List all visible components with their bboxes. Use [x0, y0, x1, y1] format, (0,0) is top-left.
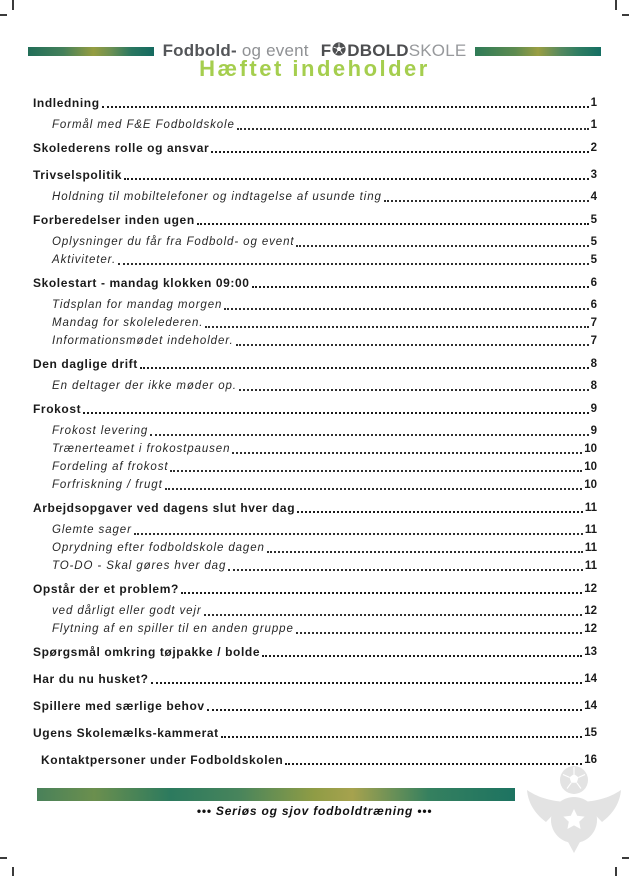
dotted-leader — [204, 614, 583, 616]
crop-mark — [12, 867, 14, 876]
toc-entry-label: Trivselspolitik — [33, 168, 123, 182]
dotted-leader — [296, 632, 582, 634]
dotted-leader — [102, 106, 589, 108]
toc-entry-page: 12 — [584, 583, 597, 595]
toc-entry-page: 12 — [584, 605, 597, 617]
dotted-leader — [236, 344, 589, 346]
toc-entry-label: Frokost levering — [52, 425, 149, 437]
toc-entry-label: Fordeling af frokost — [52, 461, 169, 473]
toc-entry[interactable] — [33, 356, 597, 372]
toc-entry-label: Skolederens rolle og ansvar — [33, 141, 210, 155]
brand-skole: SKOLE — [408, 41, 467, 60]
toc-entry-page: 1 — [590, 97, 597, 109]
toc-entry[interactable] — [33, 189, 597, 205]
toc-entry-label: Spillere med særlige behov — [33, 699, 205, 713]
toc-entry-page: 13 — [584, 646, 597, 658]
brand-f: F — [320, 41, 332, 60]
toc-entry-page: 7 — [590, 335, 597, 347]
toc-entry[interactable] — [33, 459, 597, 475]
gradient-bar-right — [475, 47, 601, 56]
toc-entry[interactable] — [33, 603, 597, 619]
toc-entry[interactable] — [33, 252, 597, 268]
toc-entry[interactable] — [33, 477, 597, 493]
toc-entry-label: Glemte sager — [52, 524, 132, 536]
dotted-leader — [150, 434, 588, 436]
dotted-leader — [83, 412, 588, 414]
toc-entry[interactable] — [33, 500, 597, 516]
toc-entry[interactable] — [33, 117, 597, 133]
toc-entry-label: Formål med F&E Fodboldskole — [52, 119, 235, 131]
toc-entry-page: 5 — [590, 236, 597, 248]
toc-entry-page: 5 — [590, 254, 597, 266]
toc-entry[interactable] — [33, 644, 597, 660]
toc-entry[interactable] — [33, 378, 597, 394]
crop-mark — [0, 857, 7, 859]
dotted-leader — [205, 326, 588, 328]
toc-entry[interactable] — [33, 401, 597, 417]
dotted-leader — [224, 308, 588, 310]
toc-entry-label: Aktiviteter. — [52, 254, 117, 266]
toc-entry-page: 11 — [584, 524, 597, 536]
footer-gradient-bar — [37, 788, 515, 801]
toc-entry-page: 16 — [584, 754, 597, 766]
toc-entry-label: Indledning — [33, 96, 100, 110]
toc-entry-label: Forfriskning / frugt — [52, 479, 163, 491]
toc-entry-label: Har du nu husket? — [33, 672, 149, 686]
crop-mark — [12, 0, 14, 10]
toc-entry[interactable] — [33, 275, 597, 291]
toc-entry-page: 2 — [590, 142, 597, 154]
toc-entry-page: 3 — [590, 169, 597, 181]
toc-entry[interactable] — [33, 423, 597, 439]
toc-entry-label: Skolestart - mandag klokken 09:00 — [33, 276, 250, 290]
dotted-leader — [197, 223, 589, 225]
toc-entry[interactable] — [33, 558, 597, 574]
brand-og-event: og event — [241, 41, 309, 60]
toc-entry-page: 14 — [584, 673, 597, 685]
dotted-leader — [239, 389, 589, 391]
toc-entry[interactable] — [33, 212, 597, 228]
toc-entry-page: 6 — [590, 277, 597, 289]
crop-mark — [615, 867, 617, 876]
toc-list — [33, 88, 597, 772]
toc-entry-label: Oplysninger du får fra Fodbold- og event — [52, 236, 295, 248]
toc-entry[interactable] — [33, 621, 597, 637]
toc-entry[interactable] — [33, 725, 597, 741]
dotted-leader — [262, 655, 582, 657]
toc-entry-label: Trænerteamet i frokostpausen — [52, 443, 231, 455]
toc-entry-page: 10 — [584, 479, 597, 491]
toc-entry-label: Mandag for skolelederen. — [52, 317, 204, 329]
toc-entry[interactable] — [33, 752, 597, 768]
toc-entry-page: 9 — [590, 425, 597, 437]
toc-entry-page: 10 — [584, 443, 597, 455]
brand-dbold: DBOLD — [347, 41, 409, 60]
dotted-leader — [118, 263, 589, 265]
toc-entry-page: 10 — [584, 461, 597, 473]
footer-tagline: ••• Seriøs og sjov fodboldtræning ••• — [196, 804, 433, 818]
dotted-leader — [207, 709, 583, 711]
toc-entry[interactable] — [33, 95, 597, 111]
toc-entry-label: Den daglige drift — [33, 357, 138, 371]
toc-entry-label: Oprydning efter fodboldskole dagen — [52, 542, 265, 554]
dotted-leader — [228, 569, 583, 571]
toc-entry-label: Frokost — [33, 402, 82, 416]
toc-entry-page: 9 — [590, 403, 597, 415]
toc-entry-label: Spørgsmål omkring tøjpakke / bolde — [33, 645, 261, 659]
dotted-leader — [140, 367, 589, 369]
toc-entry[interactable] — [33, 140, 597, 156]
toc-entry[interactable] — [33, 441, 597, 457]
dotted-leader — [151, 682, 583, 684]
dotted-leader — [170, 470, 582, 472]
toc-entry-page: 5 — [590, 214, 597, 226]
toc-entry[interactable] — [33, 315, 597, 331]
toc-entry[interactable] — [33, 671, 597, 687]
toc-entry[interactable] — [33, 540, 597, 556]
dotted-leader — [134, 533, 583, 535]
dotted-leader — [297, 511, 583, 513]
toc-entry-label: En deltager der ikke møder op. — [52, 380, 237, 392]
toc-entry-page: 11 — [584, 502, 597, 514]
toc-entry-label: ved dårligt eller godt vejr — [52, 605, 202, 617]
toc-entry[interactable] — [33, 522, 597, 538]
toc-entry-page: 11 — [584, 542, 597, 554]
toc-entry[interactable] — [33, 167, 597, 183]
dotted-leader — [267, 551, 583, 553]
toc-entry[interactable] — [33, 297, 597, 313]
toc-entry-page: 8 — [590, 380, 597, 392]
toc-entry-label: Kontaktpersoner under Fodboldskolen — [41, 753, 284, 767]
dotted-leader — [181, 592, 582, 594]
club-emblem-watermark-icon — [523, 764, 625, 854]
dotted-leader — [211, 151, 588, 153]
gradient-bar-left — [28, 47, 154, 56]
toc-entry-page: 4 — [590, 191, 597, 203]
toc-entry[interactable] — [33, 333, 597, 349]
toc-entry-label: Ugens Skolemælks-kammerat — [33, 726, 219, 740]
dotted-leader — [165, 488, 583, 490]
dotted-leader — [124, 178, 589, 180]
toc-entry-label: Arbejdsopgaver ved dagens slut hver dag — [33, 501, 296, 515]
dotted-leader — [296, 245, 588, 247]
toc-entry-page: 7 — [590, 317, 597, 329]
toc-entry-page: 14 — [584, 700, 597, 712]
toc-entry-label: Informationsmødet indeholder. — [52, 335, 234, 347]
toc-entry-label: TO-DO - Skal gøres hver dag — [52, 560, 227, 572]
dotted-leader — [232, 452, 582, 454]
toc-entry[interactable] — [33, 234, 597, 250]
toc-entry-page: 12 — [584, 623, 597, 635]
crop-mark — [0, 14, 7, 16]
brand-fodbold: Fodbold- — [162, 41, 237, 60]
dotted-leader — [252, 286, 589, 288]
dotted-leader — [237, 128, 589, 130]
toc-entry-page: 6 — [590, 299, 597, 311]
page-title: Hæftet indeholder — [199, 56, 430, 81]
toc-entry-page: 11 — [584, 560, 597, 572]
dotted-leader — [221, 736, 582, 738]
toc-entry-page: 15 — [584, 727, 597, 739]
crop-mark — [615, 0, 617, 10]
toc-entry-page: 1 — [590, 119, 597, 131]
toc-entry-label: Flytning af en spiller til en anden gruppe — [52, 623, 294, 635]
toc-entry-label: Forberedelser inden ugen — [33, 213, 195, 227]
toc-entry-page: 8 — [590, 358, 597, 370]
toc-entry-label: Opstår der et problem? — [33, 582, 179, 596]
toc-entry-label: Tidsplan for mandag morgen — [52, 299, 223, 311]
toc-entry-label: Holdning til mobiltelefoner og indtagelse af usunde ting — [52, 191, 382, 203]
crop-mark — [622, 857, 629, 859]
toc-entry[interactable] — [33, 581, 597, 597]
dotted-leader — [384, 200, 589, 202]
toc-entry[interactable] — [33, 698, 597, 714]
crop-mark — [622, 14, 629, 16]
